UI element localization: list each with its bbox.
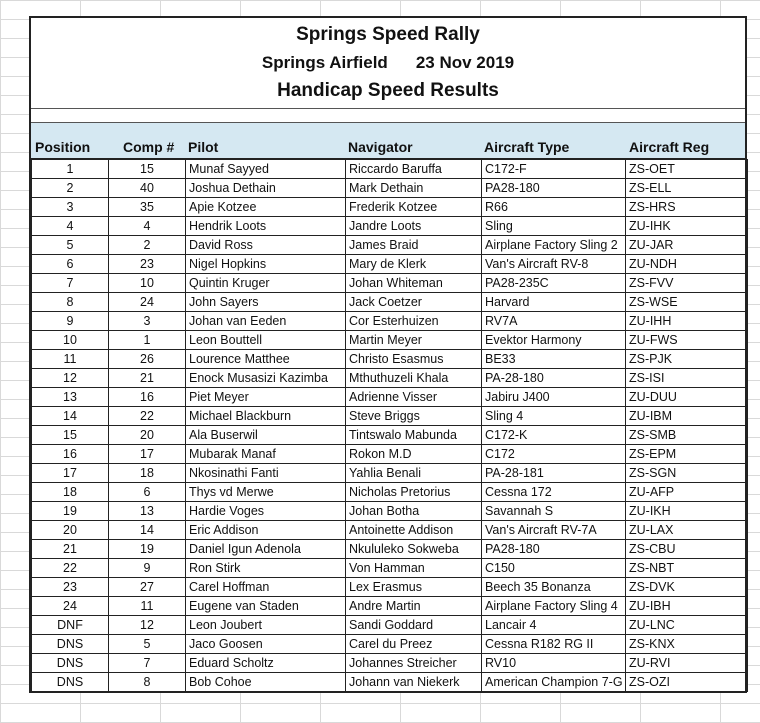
- cell-pilot[interactable]: Ala Buserwil: [186, 426, 346, 445]
- cell-comp-number[interactable]: 12: [109, 616, 186, 635]
- header-comp-number: Comp #: [123, 139, 175, 155]
- table-row: [32, 673, 748, 692]
- cell-comp-number[interactable]: 4: [109, 217, 186, 236]
- cell-aircraft-type[interactable]: PA-28-180: [482, 369, 626, 388]
- cell-navigator[interactable]: Christo Esasmus: [346, 350, 482, 369]
- cell-aircraft-reg[interactable]: ZS-ISI: [626, 369, 748, 388]
- cell-comp-number[interactable]: 21: [109, 369, 186, 388]
- cell-comp-number[interactable]: 22: [109, 407, 186, 426]
- cell-pilot[interactable]: Bob Cohoe: [186, 673, 346, 692]
- cell-pilot[interactable]: Eric Addison: [186, 521, 346, 540]
- cell-navigator[interactable]: Adrienne Visser: [346, 388, 482, 407]
- cell-comp-number[interactable]: 40: [109, 179, 186, 198]
- table-row: [32, 521, 748, 540]
- header-navigator: Navigator: [348, 139, 413, 155]
- cell-position[interactable]: 24: [32, 597, 109, 616]
- cell-aircraft-reg[interactable]: ZS-KNX: [626, 635, 748, 654]
- cell-navigator[interactable]: Nkululeko Sokweba: [346, 540, 482, 559]
- cell-pilot[interactable]: Eduard Scholtz: [186, 654, 346, 673]
- cell-position[interactable]: 21: [32, 540, 109, 559]
- table-row: [32, 331, 748, 350]
- cell-pilot[interactable]: Daniel Igun Adenola: [186, 540, 346, 559]
- cell-navigator[interactable]: Riccardo Baruffa: [346, 160, 482, 179]
- cell-aircraft-reg[interactable]: ZU-RVI: [626, 654, 748, 673]
- cell-aircraft-reg[interactable]: ZU-IHK: [626, 217, 748, 236]
- cell-aircraft-reg[interactable]: ZS-NBT: [626, 559, 748, 578]
- header-aircraft-type: Aircraft Type: [484, 139, 570, 155]
- cell-aircraft-reg[interactable]: ZU-AFP: [626, 483, 748, 502]
- cell-aircraft-type[interactable]: PA-28-181: [482, 464, 626, 483]
- cell-pilot[interactable]: Thys vd Merwe: [186, 483, 346, 502]
- table-row: [32, 407, 748, 426]
- cell-comp-number[interactable]: 6: [109, 483, 186, 502]
- cell-aircraft-type[interactable]: Evektor Harmony: [482, 331, 626, 350]
- cell-aircraft-type[interactable]: C172-F: [482, 160, 626, 179]
- cell-pilot[interactable]: Hardie Voges: [186, 502, 346, 521]
- cell-position[interactable]: 17: [32, 464, 109, 483]
- cell-pilot[interactable]: Joshua Dethain: [186, 179, 346, 198]
- cell-comp-number[interactable]: 27: [109, 578, 186, 597]
- table-row: [32, 578, 748, 597]
- cell-position[interactable]: DNS: [32, 673, 109, 692]
- cell-comp-number[interactable]: 24: [109, 293, 186, 312]
- cell-aircraft-type[interactable]: Lancair 4: [482, 616, 626, 635]
- cell-position[interactable]: 1: [32, 160, 109, 179]
- event-date: 23 Nov 2019: [415, 53, 515, 72]
- table-row: [32, 483, 748, 502]
- cell-pilot[interactable]: Johan van Eeden: [186, 312, 346, 331]
- table-row: [32, 179, 748, 198]
- cell-pilot[interactable]: Nigel Hopkins: [186, 255, 346, 274]
- cell-aircraft-reg[interactable]: ZU-JAR: [626, 236, 748, 255]
- table-row: [32, 540, 748, 559]
- table-row: [32, 597, 748, 616]
- title-block: [31, 18, 745, 109]
- cell-aircraft-reg[interactable]: ZS-WSE: [626, 293, 748, 312]
- cell-pilot[interactable]: Carel Hoffman: [186, 578, 346, 597]
- cell-comp-number[interactable]: 15: [109, 160, 186, 179]
- cell-comp-number[interactable]: 11: [109, 597, 186, 616]
- cell-comp-number[interactable]: 16: [109, 388, 186, 407]
- cell-position[interactable]: 22: [32, 559, 109, 578]
- table-row: [32, 635, 748, 654]
- cell-comp-number[interactable]: 19: [109, 540, 186, 559]
- table-row: [32, 198, 748, 217]
- cell-position[interactable]: 11: [32, 350, 109, 369]
- cell-pilot[interactable]: Jaco Goosen: [186, 635, 346, 654]
- cell-navigator[interactable]: Cor Esterhuizen: [346, 312, 482, 331]
- table-row: [32, 559, 748, 578]
- table-row: [32, 255, 748, 274]
- cell-aircraft-reg[interactable]: ZS-FVV: [626, 274, 748, 293]
- cell-comp-number[interactable]: 17: [109, 445, 186, 464]
- cell-position[interactable]: 15: [32, 426, 109, 445]
- cell-position[interactable]: 18: [32, 483, 109, 502]
- cell-comp-number[interactable]: 2: [109, 236, 186, 255]
- cell-navigator[interactable]: Frederik Kotzee: [346, 198, 482, 217]
- table-row: [32, 616, 748, 635]
- cell-position[interactable]: 8: [32, 293, 109, 312]
- cell-pilot[interactable]: Apie Kotzee: [186, 198, 346, 217]
- cell-pilot[interactable]: Eugene van Staden: [186, 597, 346, 616]
- cell-navigator[interactable]: Jack Coetzer: [346, 293, 482, 312]
- table-row: [32, 350, 748, 369]
- header-position: Position: [35, 139, 91, 155]
- cell-aircraft-type[interactable]: Sling: [482, 217, 626, 236]
- cell-comp-number[interactable]: 26: [109, 350, 186, 369]
- table-row: [32, 426, 748, 445]
- cell-navigator[interactable]: James Braid: [346, 236, 482, 255]
- cell-position[interactable]: 20: [32, 521, 109, 540]
- cell-pilot[interactable]: Ron Stirk: [186, 559, 346, 578]
- event-subtitle: [31, 53, 745, 73]
- cell-comp-number[interactable]: 13: [109, 502, 186, 521]
- cell-position[interactable]: 5: [32, 236, 109, 255]
- table-row: [32, 160, 748, 179]
- cell-aircraft-type[interactable]: Savannah S: [482, 502, 626, 521]
- cell-aircraft-type[interactable]: R66: [482, 198, 626, 217]
- cell-position[interactable]: 4: [32, 217, 109, 236]
- cell-aircraft-reg[interactable]: ZU-DUU: [626, 388, 748, 407]
- cell-aircraft-type[interactable]: C150: [482, 559, 626, 578]
- cell-aircraft-type[interactable]: Beech 35 Bonanza: [482, 578, 626, 597]
- cell-navigator[interactable]: Mary de Klerk: [346, 255, 482, 274]
- results-heading: Handicap Speed Results: [277, 80, 499, 101]
- cell-navigator[interactable]: Johannes Streicher: [346, 654, 482, 673]
- cell-navigator[interactable]: Sandi Goddard: [346, 616, 482, 635]
- header-pilot: Pilot: [188, 139, 219, 155]
- cell-pilot[interactable]: Nkosinathi Fanti: [186, 464, 346, 483]
- cell-position[interactable]: 6: [32, 255, 109, 274]
- cell-navigator[interactable]: Carel du Preez: [346, 635, 482, 654]
- results-table: [31, 159, 748, 692]
- cell-aircraft-reg[interactable]: ZU-FWS: [626, 331, 748, 350]
- cell-pilot[interactable]: David Ross: [186, 236, 346, 255]
- table-row: [32, 236, 748, 255]
- cell-aircraft-type[interactable]: Van's Aircraft RV-7A: [482, 521, 626, 540]
- cell-position[interactable]: 23: [32, 578, 109, 597]
- cell-position[interactable]: 16: [32, 445, 109, 464]
- cell-aircraft-reg[interactable]: ZS-EPM: [626, 445, 748, 464]
- cell-aircraft-type[interactable]: BE33: [482, 350, 626, 369]
- cell-navigator[interactable]: Antoinette Addison: [346, 521, 482, 540]
- cell-comp-number[interactable]: 8: [109, 673, 186, 692]
- cell-comp-number[interactable]: 35: [109, 198, 186, 217]
- cell-aircraft-reg[interactable]: ZS-SMB: [626, 426, 748, 445]
- cell-position[interactable]: DNS: [32, 654, 109, 673]
- cell-aircraft-type[interactable]: Van's Aircraft RV-8: [482, 255, 626, 274]
- cell-comp-number[interactable]: 5: [109, 635, 186, 654]
- cell-aircraft-type[interactable]: PA28-235C: [482, 274, 626, 293]
- cell-pilot[interactable]: Quintin Kruger: [186, 274, 346, 293]
- cell-position[interactable]: DNF: [32, 616, 109, 635]
- cell-aircraft-type[interactable]: American Champion 7-G: [482, 673, 626, 692]
- cell-comp-number[interactable]: 18: [109, 464, 186, 483]
- cell-position[interactable]: 10: [32, 331, 109, 350]
- cell-aircraft-reg[interactable]: ZU-NDH: [626, 255, 748, 274]
- cell-navigator[interactable]: Martin Meyer: [346, 331, 482, 350]
- cell-aircraft-reg[interactable]: ZU-IHH: [626, 312, 748, 331]
- table-row: [32, 654, 748, 673]
- cell-position[interactable]: DNS: [32, 635, 109, 654]
- cell-aircraft-type[interactable]: C172-K: [482, 426, 626, 445]
- cell-navigator[interactable]: Andre Martin: [346, 597, 482, 616]
- cell-comp-number[interactable]: 23: [109, 255, 186, 274]
- cell-navigator[interactable]: Johann van Niekerk: [346, 673, 482, 692]
- header-aircraft-reg: Aircraft Reg: [629, 139, 710, 155]
- cell-pilot[interactable]: Leon Bouttell: [186, 331, 346, 350]
- cell-pilot[interactable]: Mubarak Manaf: [186, 445, 346, 464]
- results-sheet: [29, 16, 747, 693]
- cell-pilot[interactable]: Hendrik Loots: [186, 217, 346, 236]
- results-table-body: [32, 160, 748, 692]
- cell-aircraft-reg[interactable]: ZU-IKH: [626, 502, 748, 521]
- cell-pilot[interactable]: Enock Musasizi Kazimba: [186, 369, 346, 388]
- cell-aircraft-reg[interactable]: ZU-IBH: [626, 597, 748, 616]
- cell-position[interactable]: 9: [32, 312, 109, 331]
- cell-aircraft-reg[interactable]: ZS-OET: [626, 160, 748, 179]
- table-row: [32, 274, 748, 293]
- cell-comp-number[interactable]: 14: [109, 521, 186, 540]
- table-row: [32, 217, 748, 236]
- cell-position[interactable]: 3: [32, 198, 109, 217]
- cell-aircraft-type[interactable]: Cessna R182 RG II: [482, 635, 626, 654]
- cell-navigator[interactable]: Tintswalo Mabunda: [346, 426, 482, 445]
- cell-position[interactable]: 19: [32, 502, 109, 521]
- cell-aircraft-type[interactable]: C172: [482, 445, 626, 464]
- cell-aircraft-type[interactable]: RV7A: [482, 312, 626, 331]
- cell-comp-number[interactable]: 9: [109, 559, 186, 578]
- table-row: [32, 445, 748, 464]
- event-location: Springs Airfield: [261, 53, 388, 72]
- cell-aircraft-type[interactable]: Airplane Factory Sling 2: [482, 236, 626, 255]
- cell-aircraft-reg[interactable]: ZS-DVK: [626, 578, 748, 597]
- table-row: [32, 369, 748, 388]
- cell-navigator[interactable]: Steve Briggs: [346, 407, 482, 426]
- cell-comp-number[interactable]: 7: [109, 654, 186, 673]
- cell-pilot[interactable]: Piet Meyer: [186, 388, 346, 407]
- cell-aircraft-type[interactable]: PA28-180: [482, 540, 626, 559]
- cell-aircraft-type[interactable]: PA28-180: [482, 179, 626, 198]
- cell-position[interactable]: 13: [32, 388, 109, 407]
- cell-pilot[interactable]: Munaf Sayyed: [186, 160, 346, 179]
- cell-aircraft-reg[interactable]: ZU-IBM: [626, 407, 748, 426]
- cell-comp-number[interactable]: 3: [109, 312, 186, 331]
- rally-title: Springs Speed Rally: [296, 24, 480, 45]
- cell-pilot[interactable]: John Sayers: [186, 293, 346, 312]
- table-row: [32, 464, 748, 483]
- cell-navigator[interactable]: Von Hamman: [346, 559, 482, 578]
- cell-comp-number[interactable]: 1: [109, 331, 186, 350]
- table-row: [32, 293, 748, 312]
- cell-aircraft-reg[interactable]: ZU-LAX: [626, 521, 748, 540]
- cell-navigator[interactable]: Yahlia Benali: [346, 464, 482, 483]
- cell-aircraft-reg[interactable]: ZS-SGN: [626, 464, 748, 483]
- table-row: [32, 502, 748, 521]
- cell-aircraft-type[interactable]: Jabiru J400: [482, 388, 626, 407]
- cell-navigator[interactable]: Jandre Loots: [346, 217, 482, 236]
- cell-position[interactable]: 12: [32, 369, 109, 388]
- table-row: [32, 388, 748, 407]
- cell-position[interactable]: 7: [32, 274, 109, 293]
- cell-aircraft-reg[interactable]: ZS-HRS: [626, 198, 748, 217]
- cell-navigator[interactable]: Lex Erasmus: [346, 578, 482, 597]
- cell-position[interactable]: 2: [32, 179, 109, 198]
- cell-navigator[interactable]: Johan Botha: [346, 502, 482, 521]
- cell-pilot[interactable]: Lourence Matthee: [186, 350, 346, 369]
- cell-navigator[interactable]: Rokon M.D: [346, 445, 482, 464]
- cell-aircraft-reg[interactable]: ZS-ELL: [626, 179, 748, 198]
- cell-aircraft-type[interactable]: Harvard: [482, 293, 626, 312]
- cell-aircraft-type[interactable]: Cessna 172: [482, 483, 626, 502]
- cell-navigator[interactable]: Mark Dethain: [346, 179, 482, 198]
- cell-aircraft-reg[interactable]: ZS-CBU: [626, 540, 748, 559]
- cell-comp-number[interactable]: 10: [109, 274, 186, 293]
- cell-position[interactable]: 14: [32, 407, 109, 426]
- cell-comp-number[interactable]: 20: [109, 426, 186, 445]
- cell-navigator[interactable]: Mthuthuzeli Khala: [346, 369, 482, 388]
- cell-aircraft-type[interactable]: RV10: [482, 654, 626, 673]
- cell-aircraft-reg[interactable]: ZS-PJK: [626, 350, 748, 369]
- cell-aircraft-reg[interactable]: ZS-OZI: [626, 673, 748, 692]
- cell-navigator[interactable]: Johan Whiteman: [346, 274, 482, 293]
- cell-aircraft-reg[interactable]: ZU-LNC: [626, 616, 748, 635]
- cell-aircraft-type[interactable]: Airplane Factory Sling 4: [482, 597, 626, 616]
- cell-aircraft-type[interactable]: Sling 4: [482, 407, 626, 426]
- cell-pilot[interactable]: Michael Blackburn: [186, 407, 346, 426]
- table-row: [32, 312, 748, 331]
- cell-pilot[interactable]: Leon Joubert: [186, 616, 346, 635]
- cell-navigator[interactable]: Nicholas Pretorius: [346, 483, 482, 502]
